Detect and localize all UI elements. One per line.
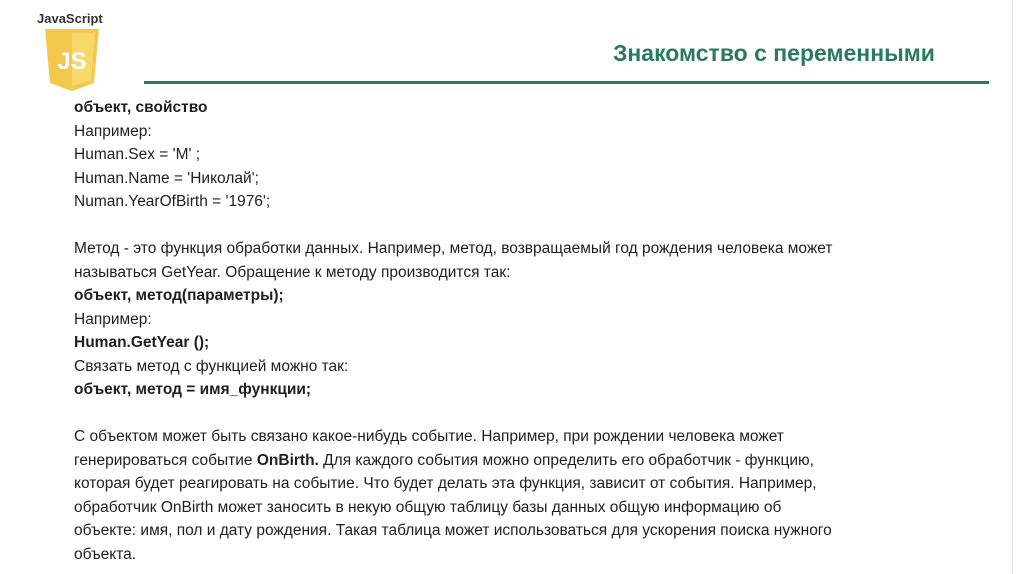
logo-text: JS bbox=[57, 48, 87, 75]
code-line: Human.Sex = 'M' ; bbox=[74, 146, 201, 163]
text-line: объекта. bbox=[74, 545, 137, 563]
code-line: Numan.YearOfBirth = '1976'; bbox=[74, 193, 271, 210]
paragraph-gap bbox=[74, 214, 974, 238]
text-line: Метод - это функция обработки данных. Например, метод, возвращаемый год рождения человека может bbox=[74, 240, 833, 257]
slide-edge-line bbox=[1012, 0, 1013, 574]
text-line: С объектом может быть связано какое-нибудь событие. Например, при рождении человека может bbox=[74, 428, 784, 445]
text-line: которая будет реагировать на событие. Что будет делать эта функция, зависит от события. Например, bbox=[74, 475, 817, 492]
paragraph-gap bbox=[74, 402, 974, 426]
text-line: объект, свойство bbox=[74, 99, 208, 116]
code-line: Human.GetYear (); bbox=[74, 334, 210, 351]
code-line: объект, метод(параметры); bbox=[74, 287, 284, 304]
text-line: обработчик OnBirth может заносить в некую общую таблицу базы данных общую информацию об bbox=[74, 498, 782, 516]
code-line: объект, метод = имя_функции; bbox=[74, 381, 312, 398]
text-line bbox=[74, 449, 974, 473]
text-line: Связать метод с функцией можно так: bbox=[74, 357, 349, 375]
text-segment: генерироваться событие bbox=[74, 451, 257, 469]
title-underline bbox=[144, 81, 989, 84]
text-line: объекте: имя, пол и дату рождения. Такая таблица может использоваться для ускорения поиска нужного bbox=[74, 522, 832, 539]
event-name: OnBirth. bbox=[256, 451, 319, 469]
slide-body bbox=[74, 96, 974, 566]
brand-label: JavaScript bbox=[37, 11, 103, 26]
text-line: Например: bbox=[74, 310, 152, 328]
text-line: называться GetYear. Обращение к методу производится так: bbox=[74, 263, 511, 281]
text-segment: Для каждого события можно определить его обработчик - функцию, bbox=[318, 451, 814, 469]
js-shield-icon bbox=[45, 29, 99, 91]
slide-title: Знакомство с переменными bbox=[613, 40, 935, 66]
code-line: Human.Name = 'Николай'; bbox=[74, 169, 259, 187]
text-line: Например: bbox=[74, 122, 152, 140]
